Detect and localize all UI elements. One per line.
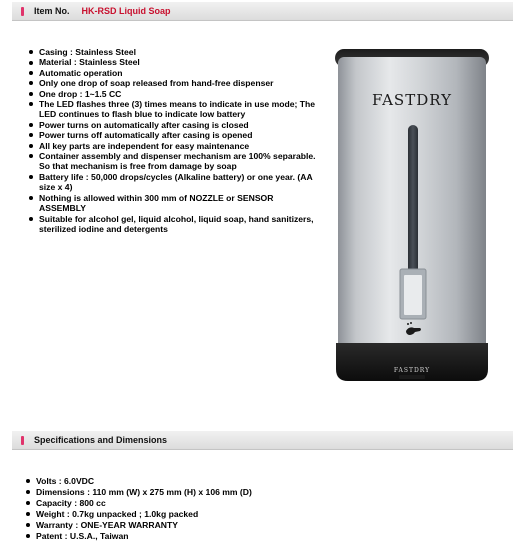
feature-item: Battery life : 50,000 drops/cycles (Alkaline battery) or one year. (AA size x 4) xyxy=(28,172,320,193)
feature-list xyxy=(28,47,320,234)
spec-item: Patent : U.S.A., Taiwan xyxy=(25,531,325,542)
spec-list xyxy=(25,476,325,542)
feature-item: Material : Stainless Steel xyxy=(28,57,320,67)
feature-item: Casing : Stainless Steel xyxy=(28,47,320,57)
feature-item: Power turns off automatically after casing is opened xyxy=(28,130,320,140)
brand-logo-base: FASTDRY xyxy=(393,367,431,374)
specs-section-title: Specifications and Dimensions xyxy=(34,435,168,445)
spec-item: Warranty : ONE-YEAR WARRANTY xyxy=(25,520,325,531)
spec-item: Dimensions : 110 mm (W) x 275 mm (H) x 106 mm (D) xyxy=(25,487,325,498)
feature-item: One drop : 1~1.5 CC xyxy=(28,89,320,99)
spec-item: Capacity : 800 cc xyxy=(25,498,325,509)
spec-item: Volts : 6.0VDC xyxy=(25,476,325,487)
item-number-label: Item No. xyxy=(34,6,70,16)
feature-item: The LED flashes three (3) times means to indicate in use mode; The LED continues to flash blue to indicate low battery xyxy=(28,99,320,120)
nozzle xyxy=(399,375,425,379)
item-number-value: HK-RSD Liquid Soap xyxy=(81,6,171,16)
feature-item: All key parts are independent for easy maintenance xyxy=(28,141,320,151)
section-marker-icon xyxy=(21,7,24,16)
feature-item: Only one drop of soap released from hand-free dispenser xyxy=(28,78,320,88)
sensor-window xyxy=(404,275,422,315)
product-image xyxy=(333,47,491,392)
spec-item: Weight : 0.7kg unpacked ; 1.0kg packed xyxy=(25,509,325,520)
brand-logo: FASTDRY xyxy=(372,91,452,109)
feature-item: Container assembly and dispenser mechanism are 100% separable. So that mechanism is free from damage by soap xyxy=(28,151,320,172)
feature-item: Suitable for alcohol gel, liquid alcohol, liquid soap, hand sanitizers, sterilized iodine and detergents xyxy=(28,214,320,235)
feature-item: Power turns on automatically after casing is closed xyxy=(28,120,320,130)
specs-header-bar xyxy=(12,431,513,450)
feature-item: Automatic operation xyxy=(28,68,320,78)
feature-item: Nothing is allowed within 300 mm of NOZZLE or SENSOR ASSEMBLY xyxy=(28,193,320,214)
section-marker-icon xyxy=(21,436,24,445)
item-header-bar xyxy=(12,2,513,21)
